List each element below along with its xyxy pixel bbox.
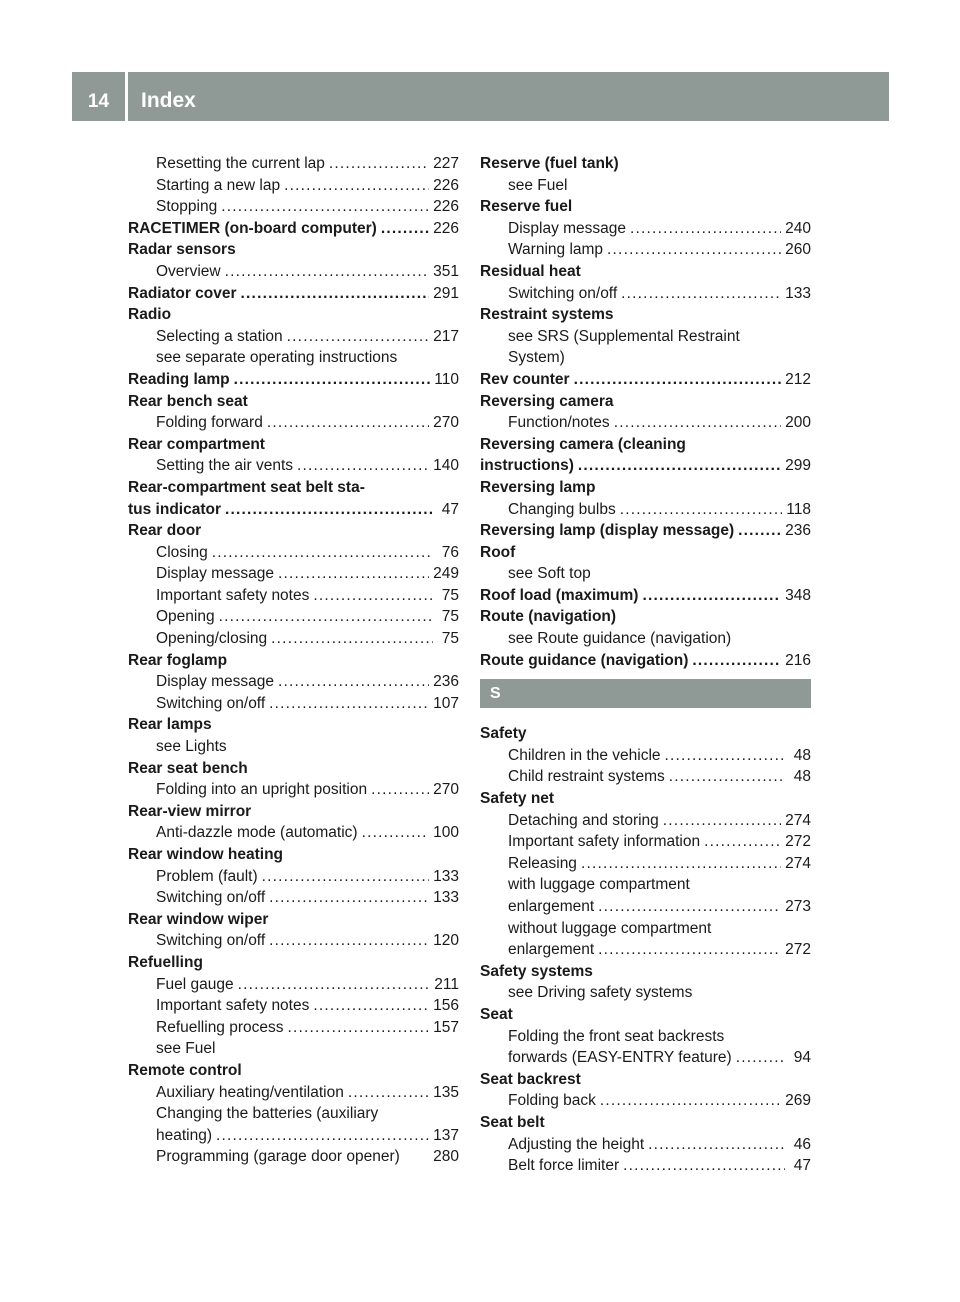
index-subentry[interactable] (128, 153, 459, 175)
dot-leader (574, 369, 782, 391)
index-entry[interactable] (480, 520, 811, 542)
index-entry (128, 434, 459, 456)
index-subentry[interactable] (128, 628, 459, 650)
entry-page-number: 273 (785, 898, 811, 915)
index-column-right (480, 153, 811, 1177)
index-subentry[interactable] (480, 239, 811, 261)
dot-leader (630, 218, 781, 240)
index-entry (128, 909, 459, 931)
dot-leader (212, 542, 433, 564)
entry-label: Rear-compartment seat belt sta- (128, 478, 365, 496)
entry-label: Rear compartment (128, 435, 265, 453)
dot-leader (241, 283, 430, 305)
entry-label: Refuelling process (156, 1018, 284, 1036)
entry-label: Resetting the current lap (156, 155, 325, 172)
entry-label: Detaching and storing (508, 811, 659, 829)
index-subentry (480, 563, 811, 585)
entry-label: Switching on/off (156, 694, 266, 712)
entry-label: Radar sensors (128, 241, 236, 259)
dot-leader (238, 974, 431, 996)
dot-leader (271, 628, 433, 650)
index-entry (480, 723, 811, 745)
dot-leader (287, 326, 429, 348)
entry-label: Stopping (156, 198, 218, 216)
index-entry (128, 844, 459, 866)
dot-leader (297, 455, 429, 477)
entry-label: Refuelling (128, 953, 203, 971)
entry-label: Programming (garage door opener) (156, 1148, 400, 1166)
index-entry (480, 153, 811, 175)
index-subentry[interactable] (128, 563, 459, 585)
entry-page-number: 137 (433, 1126, 459, 1144)
entry-page-number: 48 (793, 768, 811, 786)
index-entry (480, 1004, 811, 1026)
index-entry[interactable] (480, 455, 811, 477)
dot-leader (663, 810, 781, 832)
entry-page-number: 47 (793, 1157, 811, 1175)
entry-label: Folding into an upright position (156, 781, 368, 799)
dot-leader (581, 853, 781, 875)
entry-page-number: 47 (441, 500, 459, 518)
index-subentry[interactable] (128, 542, 459, 564)
entry-page-number: 107 (433, 694, 459, 712)
entry-page-number: 226 (433, 219, 459, 237)
index-subentry[interactable] (128, 822, 459, 844)
entry-page-number: 249 (433, 565, 459, 583)
entry-label: heating) (156, 1126, 213, 1144)
index-entry (480, 606, 811, 628)
index-subentry[interactable] (128, 671, 459, 693)
index-entry[interactable] (128, 369, 459, 391)
entry-page-number: 299 (785, 457, 811, 475)
entry-page-number: 351 (433, 262, 459, 280)
index-entry (480, 391, 811, 413)
entry-label: Reversing lamp (480, 478, 596, 496)
entry-page-number: 156 (433, 997, 459, 1015)
entry-page-number: 135 (433, 1083, 459, 1101)
index-entry (480, 1112, 811, 1134)
entry-page-number: 200 (785, 414, 811, 432)
index-subentry[interactable] (128, 606, 459, 628)
index-subentry (128, 1103, 459, 1125)
entry-label: Selecting a station (156, 327, 283, 345)
entry-page-number: 120 (433, 932, 459, 950)
index-subentry (128, 1038, 459, 1060)
entry-label: see Lights (156, 738, 227, 756)
entry-page-number: 269 (785, 1092, 811, 1110)
index-subentry[interactable] (128, 412, 459, 434)
index-subentry (480, 874, 811, 896)
entry-page-number: 227 (433, 155, 459, 172)
entry-label: Setting the air vents (156, 457, 293, 475)
dot-leader (262, 866, 429, 888)
index-subentry[interactable] (128, 995, 459, 1017)
entry-page-number: 236 (785, 522, 811, 540)
index-section-header: S (480, 679, 811, 708)
dot-leader (600, 1090, 781, 1112)
index-entry[interactable] (480, 585, 811, 607)
index-entry (128, 520, 459, 542)
entry-label: Rev counter (480, 370, 570, 388)
index-entry (128, 758, 459, 780)
index-subentry[interactable] (480, 810, 811, 832)
index-entry (480, 788, 811, 810)
entry-label: Route guidance (navigation) (480, 651, 689, 669)
page-number: 14 (87, 91, 110, 112)
dot-leader (598, 896, 781, 918)
index-subentry[interactable] (128, 261, 459, 283)
dot-leader (313, 585, 433, 607)
entry-page-number: 280 (433, 1148, 459, 1166)
index-subentry[interactable] (128, 196, 459, 218)
index-subentry[interactable] (480, 939, 811, 961)
dot-leader (288, 1017, 430, 1039)
entry-label: Closing (156, 543, 208, 561)
dot-leader (284, 175, 429, 197)
index-entry (480, 542, 811, 564)
entry-label: Important safety notes (156, 997, 310, 1015)
index-subentry[interactable] (480, 853, 811, 875)
index-subentry (480, 1026, 811, 1048)
index-entry (128, 239, 459, 261)
entry-page-number: 46 (793, 1135, 811, 1153)
entry-label: Problem (fault) (156, 867, 258, 885)
index-entry[interactable] (480, 369, 811, 391)
index-subentry[interactable] (128, 585, 459, 607)
entry-label: Important safety notes (156, 586, 310, 604)
index-subentry[interactable] (128, 1146, 459, 1168)
index-entry (128, 304, 459, 326)
dot-leader (278, 671, 429, 693)
index-subentry (480, 982, 811, 1004)
index-subentry (128, 736, 459, 758)
entry-label: Adjusting the height (508, 1135, 645, 1153)
index-subentry (480, 918, 811, 940)
dot-leader (371, 779, 429, 801)
entry-page-number: 348 (785, 586, 811, 604)
index-subentry[interactable] (128, 1017, 459, 1039)
index-subentry (480, 175, 811, 197)
index-subentry[interactable] (128, 887, 459, 909)
entry-label: Rear lamps (128, 716, 212, 734)
entry-label: Radio (128, 306, 172, 324)
entry-page-number: 226 (433, 176, 459, 194)
index-entry[interactable] (480, 650, 811, 672)
index-entry (128, 477, 459, 499)
dot-leader (578, 455, 781, 477)
entry-label: Folding back (508, 1092, 596, 1110)
index-subentry[interactable] (480, 283, 811, 305)
entry-label: Rear door (128, 522, 202, 540)
dot-leader (362, 822, 430, 844)
entry-label: Rear foglamp (128, 651, 228, 669)
dot-leader (669, 766, 785, 788)
dot-leader (269, 693, 429, 715)
index-entry (480, 304, 811, 326)
index-subentry[interactable] (128, 1125, 459, 1147)
dot-leader (381, 218, 429, 240)
entry-label: Changing bulbs (508, 500, 616, 518)
entry-page-number: 274 (785, 811, 811, 829)
entry-page-number: 291 (433, 284, 459, 302)
dot-leader (665, 745, 785, 767)
entry-label: Switching on/off (156, 889, 266, 907)
entry-label: enlargement (508, 898, 595, 915)
index-entry (128, 714, 459, 736)
entry-label: Route (navigation) (480, 608, 617, 626)
dot-leader (225, 499, 433, 521)
entry-label: RACETIMER (on-board computer) (128, 219, 377, 237)
entry-label: Children in the vehicle (508, 746, 661, 764)
dot-leader (219, 606, 433, 628)
entry-page-number: 270 (433, 781, 459, 799)
entry-page-number: 240 (785, 219, 811, 237)
entry-label: Remote control (128, 1061, 242, 1079)
index-entry (480, 261, 811, 283)
dot-leader (621, 283, 781, 305)
entry-label: Roof (480, 543, 516, 561)
index-subentry[interactable] (128, 693, 459, 715)
index-subentry[interactable] (128, 1082, 459, 1104)
entry-label: see Route guidance (navigation) (508, 630, 732, 648)
dot-leader (267, 412, 429, 434)
dot-leader (348, 1082, 429, 1104)
index-subentry[interactable] (128, 175, 459, 197)
entry-label: Safety (480, 725, 527, 743)
entry-page-number: 270 (433, 414, 459, 432)
index-entry (128, 952, 459, 974)
entry-label: Starting a new lap (156, 176, 281, 194)
entry-page-number: 100 (433, 824, 459, 842)
entry-label: without luggage compartment (508, 919, 712, 937)
entry-label: see Soft top (508, 565, 591, 583)
entry-page-number: 118 (786, 500, 811, 518)
index-subentry[interactable] (128, 974, 459, 996)
index-subentry[interactable] (128, 930, 459, 952)
index-entry[interactable] (128, 218, 459, 240)
entry-label: Rear window heating (128, 846, 284, 863)
dot-leader (614, 412, 781, 434)
dot-leader (234, 369, 431, 391)
dot-leader (221, 196, 429, 218)
entry-page-number: 75 (441, 630, 459, 648)
entry-page-number: 76 (441, 543, 459, 561)
entry-page-number: 274 (785, 854, 811, 872)
entry-label: Switching on/off (508, 284, 618, 302)
index-subentry[interactable] (480, 745, 811, 767)
entry-page-number: 140 (433, 457, 459, 475)
entry-page-number: 236 (433, 673, 459, 691)
dot-leader (269, 930, 429, 952)
entry-label: System) (508, 349, 565, 367)
index-entry[interactable] (128, 499, 459, 521)
index-subentry[interactable] (480, 1155, 811, 1177)
entry-label: Rear seat bench (128, 759, 248, 777)
index-subentry[interactable] (480, 1090, 811, 1112)
entry-page-number: 133 (433, 867, 459, 885)
entry-label: see separate operating instructions (156, 349, 398, 367)
entry-label: with luggage compartment (508, 876, 690, 894)
dot-leader (648, 1134, 785, 1156)
entry-label: Opening (156, 608, 215, 626)
header-divider (125, 72, 128, 121)
entry-page-number: 94 (793, 1049, 811, 1067)
entry-label: Anti-dazzle mode (automatic) (156, 824, 358, 842)
entry-label: Opening/closing (156, 630, 268, 648)
dot-leader (736, 1047, 785, 1069)
entry-label: Reversing camera (cleaning (480, 435, 686, 453)
index-entry (480, 434, 811, 456)
index-subentry[interactable] (480, 1134, 811, 1156)
entry-label: tus indicator (128, 500, 222, 518)
entry-label: Child restraint systems (508, 768, 665, 786)
entry-label: Reserve (fuel tank) (480, 155, 619, 172)
entry-label: Function/notes (508, 414, 610, 432)
index-entry (480, 196, 811, 218)
dot-leader (620, 499, 783, 521)
entry-label: see Fuel (156, 1040, 216, 1058)
entry-page-number: 157 (433, 1018, 459, 1036)
index-subentry[interactable] (480, 499, 811, 521)
index-entry (128, 801, 459, 823)
entry-page-number: 272 (785, 941, 811, 959)
index-subentry[interactable] (128, 866, 459, 888)
index-entry (128, 650, 459, 672)
entry-label: Reversing camera (480, 392, 614, 410)
entry-label: Fuel gauge (156, 975, 234, 993)
entry-label: Rear-view mirror (128, 802, 252, 820)
entry-label: Residual heat (480, 262, 581, 280)
dot-leader (607, 239, 781, 261)
entry-label: Rear bench seat (128, 392, 248, 410)
entry-label: Reading lamp (128, 370, 230, 388)
entry-label: Roof load (maximum) (480, 586, 639, 604)
index-subentry[interactable] (480, 766, 811, 788)
index-entry (128, 1060, 459, 1082)
entry-label: see SRS (Supplemental Restraint (508, 327, 740, 345)
entry-label: instructions) (480, 457, 574, 475)
entry-label: Changing the batteries (auxiliary (156, 1105, 379, 1123)
index-entry (480, 1069, 811, 1091)
dot-leader (225, 261, 430, 283)
entry-page-number: 217 (433, 327, 459, 345)
index-column-left (128, 153, 459, 1168)
entry-label: Belt force limiter (508, 1157, 620, 1175)
entry-label: Reversing lamp (display message) (480, 522, 735, 540)
entry-label: see Driving safety systems (508, 984, 693, 1002)
entry-label: Reserve fuel (480, 198, 573, 216)
index-entry (480, 961, 811, 983)
index-subentry (480, 347, 811, 369)
index-subentry[interactable] (480, 831, 811, 853)
entry-page-number: 133 (433, 889, 459, 907)
entry-page-number: 272 (785, 833, 811, 851)
entry-page-number: 75 (441, 586, 459, 604)
dot-leader (642, 585, 781, 607)
index-entry (128, 391, 459, 413)
dot-leader (329, 153, 429, 175)
entry-label: see Fuel (508, 176, 568, 194)
index-subentry[interactable] (480, 1047, 811, 1069)
entry-page-number: 216 (785, 651, 811, 669)
index-entry[interactable] (128, 283, 459, 305)
index-subentry (128, 347, 459, 369)
entry-page-number: 212 (785, 370, 811, 388)
index-entry (480, 477, 811, 499)
entry-label: Display message (156, 673, 275, 691)
index-subentry[interactable] (480, 896, 811, 918)
entry-label: Switching on/off (156, 932, 266, 950)
index-subentry[interactable] (128, 326, 459, 348)
dot-leader (598, 939, 781, 961)
entry-label: Warning lamp (508, 241, 604, 259)
entry-page-number: 260 (785, 241, 811, 259)
entry-label: Seat backrest (480, 1070, 581, 1088)
entry-label: forwards (EASY-ENTRY feature) (508, 1049, 732, 1067)
entry-label: Display message (156, 565, 275, 583)
index-subentry[interactable] (480, 412, 811, 434)
entry-label: Seat (480, 1005, 513, 1023)
index-subentry[interactable] (480, 218, 811, 240)
entry-page-number: 226 (433, 198, 459, 216)
entry-label: Seat belt (480, 1113, 545, 1131)
entry-label: Safety systems (480, 962, 593, 980)
dot-leader (313, 995, 429, 1017)
entry-label: Restraint systems (480, 306, 614, 324)
index-subentry (480, 628, 811, 650)
entry-label: Auxiliary heating/ventilation (156, 1083, 344, 1101)
index-subentry[interactable] (128, 779, 459, 801)
dot-leader (692, 650, 781, 672)
entry-label: Display message (508, 219, 627, 237)
dot-leader (623, 1155, 785, 1177)
entry-label: enlargement (508, 941, 595, 959)
entry-label: Releasing (508, 854, 577, 872)
entry-label: Folding the front seat backrests (508, 1027, 725, 1045)
dot-leader (278, 563, 429, 585)
entry-label: Folding forward (156, 414, 263, 432)
dot-leader (738, 520, 781, 542)
entry-page-number: 211 (434, 975, 459, 993)
page-title: Index (141, 89, 196, 112)
index-subentry[interactable] (128, 455, 459, 477)
index-subentry (480, 326, 811, 348)
entry-page-number: 75 (441, 608, 459, 626)
entry-label: Overview (156, 262, 221, 280)
entry-page-number: 110 (434, 370, 459, 388)
dot-leader (269, 887, 429, 909)
dot-leader (704, 831, 781, 853)
dot-leader (216, 1125, 429, 1147)
entry-page-number: 133 (785, 284, 811, 302)
entry-label: Rear window wiper (128, 910, 269, 928)
entry-page-number: 48 (793, 746, 811, 764)
entry-label: Radiator cover (128, 284, 237, 302)
entry-label: Safety net (480, 790, 555, 808)
entry-label: Important safety information (508, 833, 701, 851)
